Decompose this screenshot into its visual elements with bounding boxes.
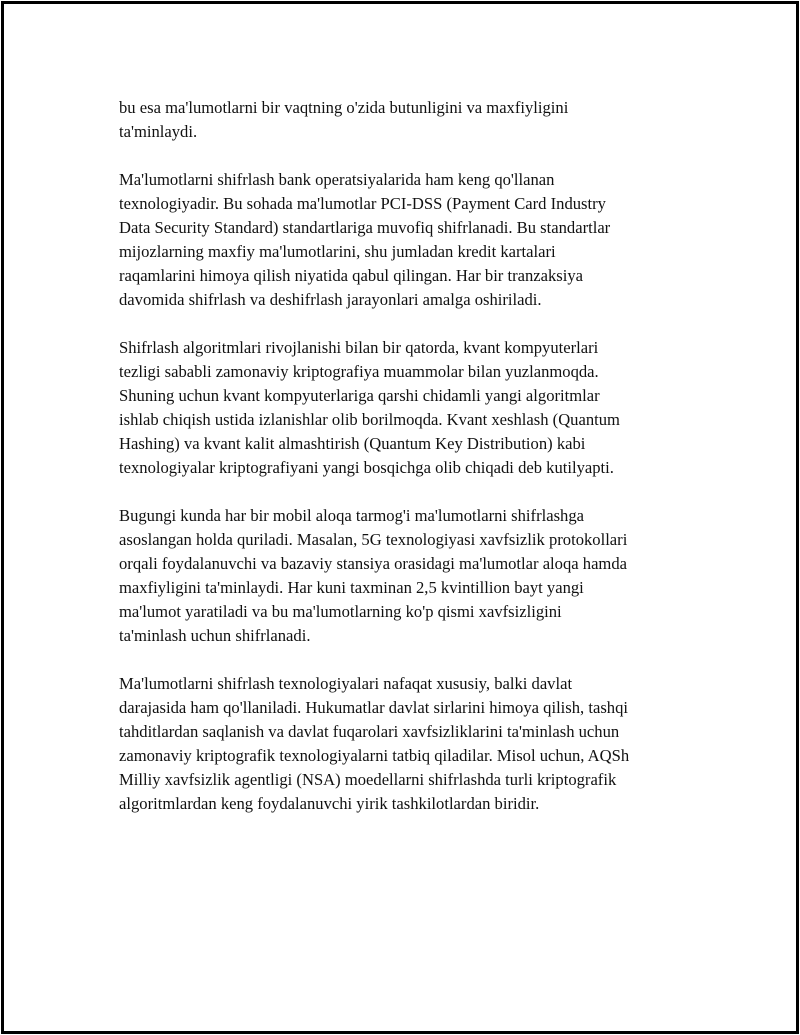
page-border — [1, 1, 799, 1034]
paragraph-bank-encryption: Ma'lumotlarni shifrlash bank operatsiyalarida ham keng qo'llanan texnologiyadir. Bu sohada ma'lumotlar PCI-DSS (Payment Card Industry Data Security Standard) standartlariga muvofiq shifrlanadi. Bu standartlar mijozlarning maxfiy ma'lumotlarini, shu jumladan kredit kartalari raqamlarini himoya qilish niyatida qabul qilingan. Har bir tranzaksiya davomida shifrlash va deshifrlash jarayonlari amalga oshiriladi. — [119, 170, 611, 309]
page-text-body — [119, 96, 689, 840]
paragraph-continuation: bu esa ma'lumotlarni bir vaqtning o'zida butunligini va maxfiyligini ta'minlaydi. — [119, 98, 569, 141]
paragraph-government-use: Ma'lumotlarni shifrlash texnologiyalari nafaqat xususiy, balki davlat darajasida ham qo'llaniladi. Hukumatlar davlat sirlarini himoya qilish, tashqi tahditlardan saqlanish va davlat fuqarolari xavfsizliklarini ta'minlash uchun zamonaviy kriptografik texnologiyalarni tatbiq qiladilar. Misol uchun, AQSh Milliy xavfsizlik agentligi (NSA) moedellarni shifrlashda turli kriptografik algoritmlardan keng foydalanuvchi yirik tashkilotlardan biridir. — [119, 674, 630, 813]
paragraph-mobile-networks: Bugungi kunda har bir mobil aloqa tarmog'i ma'lumotlarni shifrlashga asoslangan holda quriladi. Masalan, 5G texnologiyasi xavfsizlik protokollari orqali foydalanuvchi va bazaviy stansiya orasidagi ma'lumotlar aloqa hamda maxfiyligini ta'minlaydi. Har kuni taxminan 2,5 kvintillion bayt yangi ma'lumot yaratiladi va bu ma'lumotlarning ko'p qismi xavfsizligini ta'minlash uchun shifrlanadi. — [119, 506, 628, 645]
paragraph-quantum-cryptography: Shifrlash algoritmlari rivojlanishi bilan bir qatorda, kvant kompyuterlari tezligi sababli zamonaviy kriptografiya muammolar bilan yuzlanmoqda. Shuning uchun kvant kompyuterlariga qarshi chidamli yangi algoritmlar ishlab chiqish ustida izlanishlar olib borilmoqda. Kvant xeshlash (Quantum Hashing) va kvant kalit almashtirish (Quantum Key Distribution) kabi texnologiyalar kriptografiyani yangi bosqichga olib chiqadi deb kutilyapti. — [119, 338, 620, 477]
